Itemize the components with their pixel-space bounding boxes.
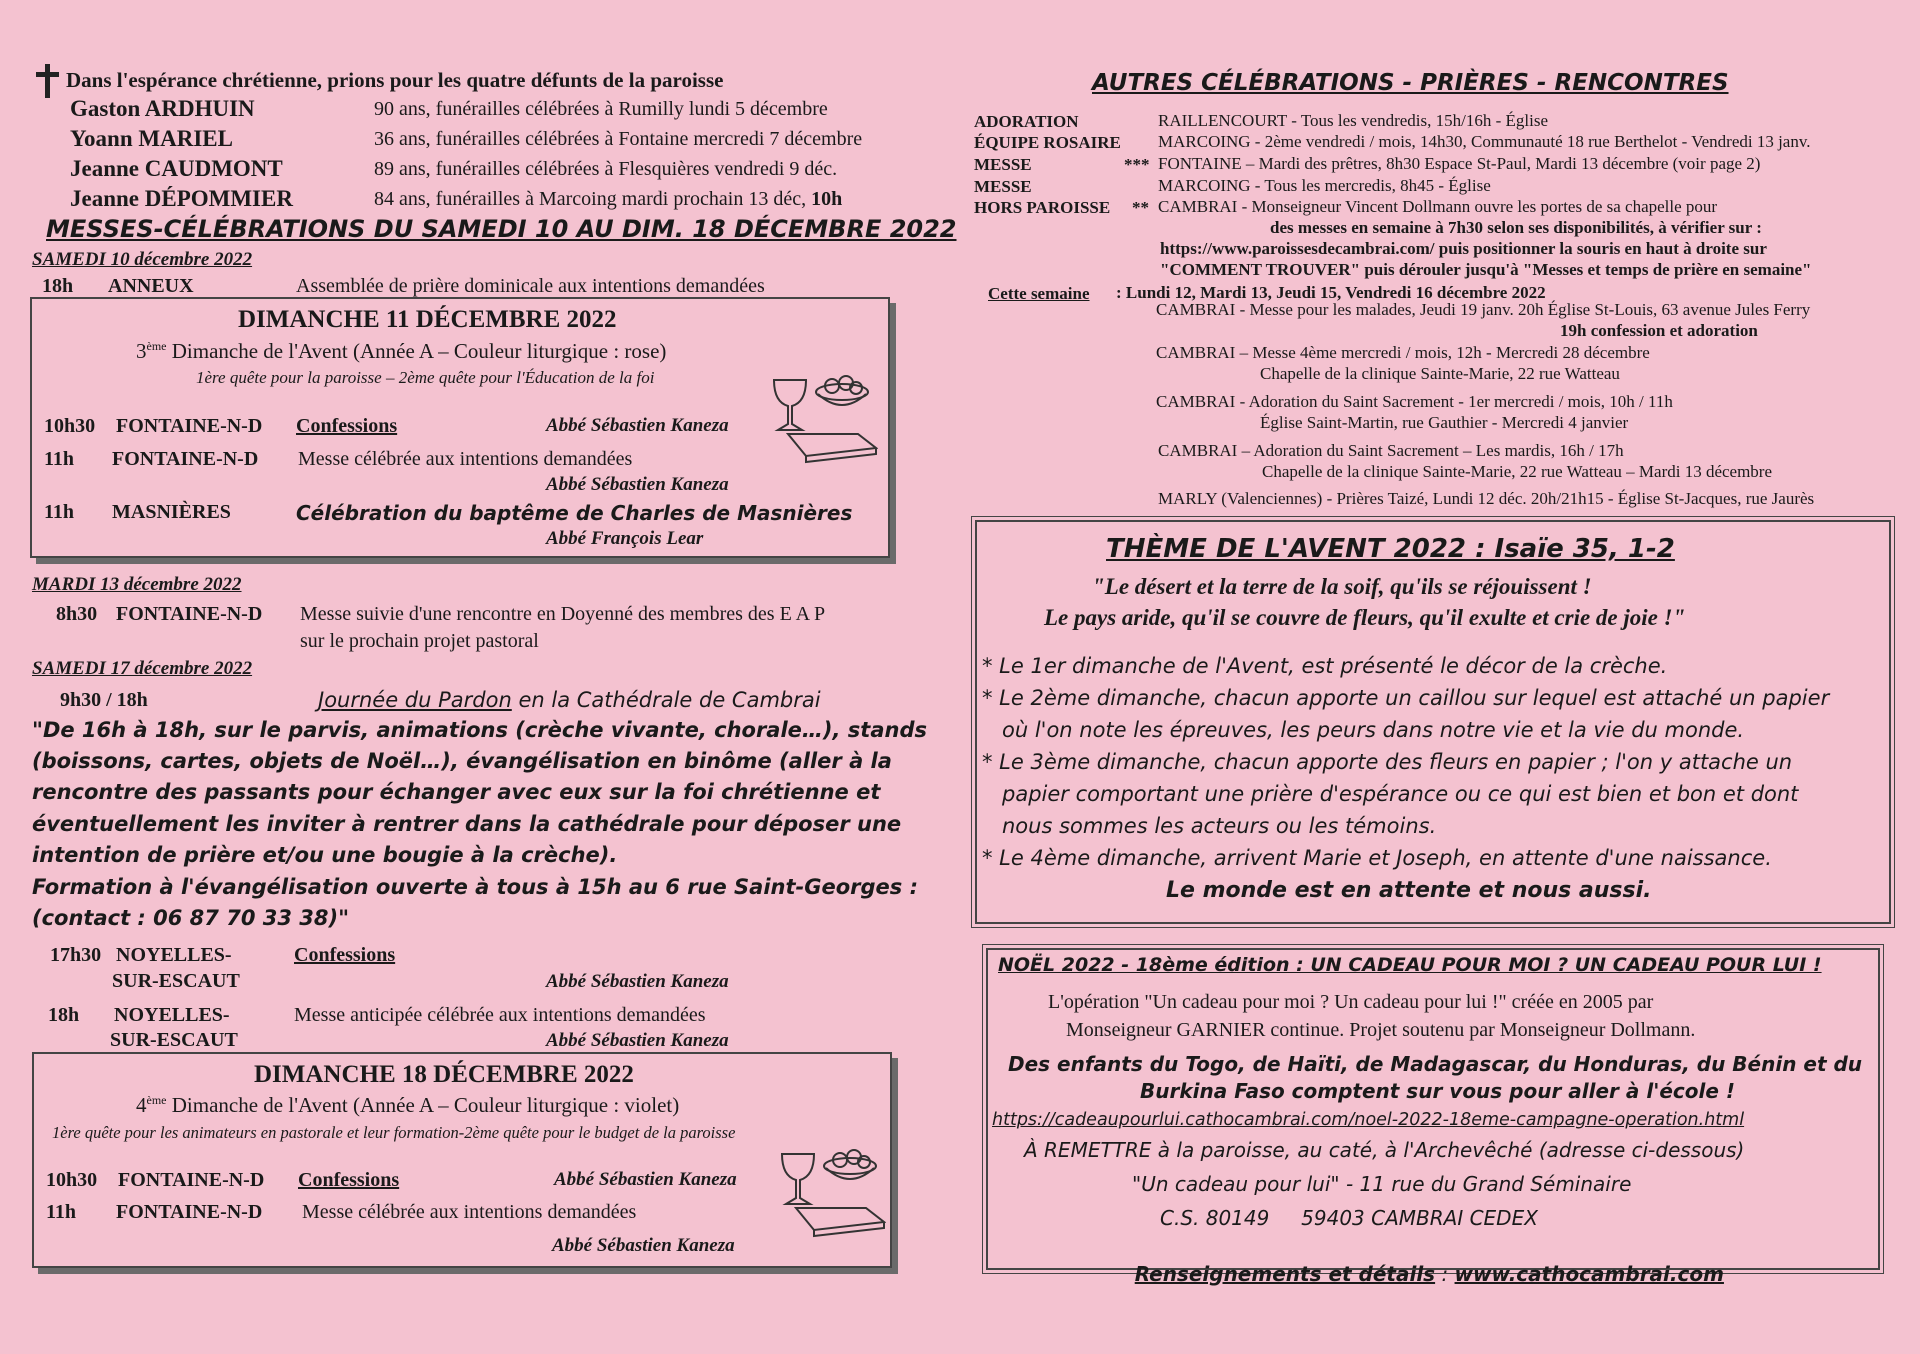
sat17-event-title: Journée du Pardon xyxy=(318,688,512,712)
sun11-row-place: FONTAINE-N-D xyxy=(112,448,259,470)
obituary-intro: Dans l'espérance chrétienne, prions pour les quatre défunts de la paroisse xyxy=(66,68,724,92)
sunday11-ordinal-sup: ème xyxy=(146,339,167,353)
sun18-row-priest: Abbé Sébastien Kaneza xyxy=(554,1169,737,1190)
sat17-line: éventuellement les inviter à rentrer dans la cathédrale pour déposer une xyxy=(32,812,902,836)
deceased-info-text: 84 ans, funérailles à Marcoing mardi prochain 13 déc, xyxy=(374,188,807,210)
hors-line: https://www.paroissesdecambrai.com/ puis positionner la souris en haut à droite sur xyxy=(1160,239,1767,258)
noel-title: NOËL 2022 - 18ème édition : UN CADEAU POUR MOI ? UN CADEAU POUR LUI ! xyxy=(998,954,1822,976)
sat10-place: ANNEUX xyxy=(108,275,194,297)
sat17-row-text: Messe anticipée célébrée aux intentions demandées xyxy=(294,1004,706,1026)
sunday11-subtitle xyxy=(136,339,666,364)
theme-line: où l'on note les épreuves, les peurs dans notre vie et la vie du monde. xyxy=(1002,718,1745,742)
celebration-stars: *** xyxy=(1124,155,1150,174)
sun18-row-priest: Abbé Sébastien Kaneza xyxy=(552,1235,735,1256)
noel-line: C.S. 80149 59403 CAMBRAI CEDEX xyxy=(1160,1206,1538,1230)
sat17-row-place: SUR-ESCAUT xyxy=(110,1029,238,1051)
theme-line: papier comportant une prière d'espérance ou ce qui est bien et bon et dont xyxy=(1002,782,1799,806)
event-line: CAMBRAI - Adoration du Saint Sacrement - 1er mercredi / mois, 10h / 11h xyxy=(1156,392,1673,411)
noel-url-link[interactable]: https://cadeaupourlui.cathocambrai.com/noel-2022-18eme-campagne-operation.html xyxy=(992,1110,1745,1130)
sun11-row-time: 11h xyxy=(44,448,75,470)
sat17-row-time: 17h30 xyxy=(50,944,102,966)
sunday18-ordinal-sup: ème xyxy=(146,1093,167,1107)
sat10-time: 18h xyxy=(42,275,74,297)
sun11-row-priest: Abbé Sébastien Kaneza xyxy=(546,415,729,436)
sun18-row-place: FONTAINE-N-D xyxy=(116,1201,263,1223)
theme-line: nous sommes les acteurs ou les témoins. xyxy=(1002,814,1437,838)
tue13-text1: Messe suivie d'une rencontre en Doyenné des membres des E A P xyxy=(300,603,826,625)
sat17-row-place: SUR-ESCAUT xyxy=(112,970,240,992)
deceased-info: 36 ans, funérailles célébrées à Fontaine mercredi 7 décembre xyxy=(374,128,863,150)
celebration-stars: ** xyxy=(1132,198,1149,217)
sun11-row-place: MASNIÈRES xyxy=(112,501,231,523)
event-line: CAMBRAI – Adoration du Saint Sacrement – Les mardis, 16h / 17h xyxy=(1158,441,1624,460)
event-line: 19h confession et adoration xyxy=(1560,321,1758,340)
sun18-row-place: FONTAINE-N-D xyxy=(118,1169,265,1191)
celebration-text: MARCOING - Tous les mercredis, 8h45 - Église xyxy=(1158,176,1491,195)
sun11-row-time: 11h xyxy=(44,501,75,523)
event-line: Chapelle de la clinique Sainte-Marie, 22 rue Watteau xyxy=(1260,364,1620,383)
cross-icon xyxy=(34,62,62,100)
noel-line: Monseigneur GARNIER continue. Projet soutenu par Monseigneur Dollmann. xyxy=(1066,1019,1696,1041)
week-text: : Lundi 12, Mardi 13, Jeudi 15, Vendredi 16 décembre 2022 xyxy=(1116,283,1546,302)
sunday18-subtitle-text: Dimanche de l'Avent (Année A – Couleur liturgique : violet) xyxy=(171,1093,680,1117)
sunday11-ordinal: 3 xyxy=(136,339,147,363)
celebration-text: FONTAINE – Mardi des prêtres, 8h30 Espace St-Paul, Mardi 13 décembre (voir page 2) xyxy=(1158,154,1761,173)
deceased-info-time: 10h xyxy=(811,188,843,210)
sun11-row-text: Confessions xyxy=(296,415,398,437)
celebration-label: MESSE xyxy=(974,155,1032,174)
right-section-title: AUTRES CÉLÉBRATIONS - PRIÈRES - RENCONTRES xyxy=(1092,70,1729,96)
event-line: MARLY (Valenciennes) - Prières Taizé, Lundi 12 déc. 20h/21h15 - Église St-Jacques, rue Jaurès xyxy=(1158,489,1815,508)
sunday11-title: DIMANCHE 11 DÉCEMBRE 2022 xyxy=(238,306,617,333)
week-label: Cette semaine xyxy=(988,284,1090,303)
event-line: Chapelle de la clinique Sainte-Marie, 22 rue Watteau – Mardi 13 décembre xyxy=(1262,462,1773,481)
noel-info-label: Renseignements et détails xyxy=(1134,1262,1436,1286)
sat17-line: Formation à l'évangélisation ouverte à tous à 15h au 6 rue Saint-Georges : xyxy=(32,875,918,899)
noel-line: Des enfants du Togo, de Haïti, de Madagascar, du Honduras, du Bénin et du xyxy=(1008,1052,1863,1076)
theme-line: * Le 3ème dimanche, chacun apporte des fleurs en papier ; l'on y attache un xyxy=(982,750,1793,774)
deceased-name: Jeanne DÉPOMMIER xyxy=(70,186,293,211)
noel-line: À REMETTRE à la paroisse, au caté, à l'Archevêché (adresse ci-dessous) xyxy=(1024,1138,1745,1162)
chalice-icon xyxy=(768,372,878,464)
sunday18-ordinal: 4 xyxy=(136,1093,147,1117)
noel-line: Burkina Faso comptent sur vous pour aller à l'école ! xyxy=(1140,1079,1735,1103)
sun11-row-priest: Abbé François Lear xyxy=(546,528,704,549)
noel-info-sep: : xyxy=(1435,1262,1455,1286)
sat17-row-text: Confessions xyxy=(294,944,396,966)
sunday18-quete: 1ère quête pour les animateurs en pastorale et leur formation-2ème quête pour le budget de la paroisse xyxy=(52,1123,736,1142)
theme-line: * Le 2ème dimanche, chacun apporte un caillou sur lequel est attaché un papier xyxy=(982,686,1830,710)
chalice-icon xyxy=(776,1146,886,1238)
sunday18-subtitle xyxy=(136,1093,679,1118)
sat17-line: (contact : 06 87 70 33 38)" xyxy=(32,906,350,930)
sat17-line: intention de prière et/ou une bougie à la crèche). xyxy=(32,843,618,867)
hors-line: des messes en semaine à 7h30 selon ses disponibilités, à vérifier sur : xyxy=(1270,218,1762,237)
sunday11-subtitle-text: Dimanche de l'Avent (Année A – Couleur liturgique : rose) xyxy=(171,339,667,363)
celebration-text: RAILLENCOURT - Tous les vendredis, 15h/16h - Église xyxy=(1158,111,1549,130)
sat10-text: Assemblée de prière dominicale aux intentions demandées xyxy=(296,275,765,297)
masses-section-title: MESSES-CÉLÉBRATIONS DU SAMEDI 10 AU DIM. 18 DÉCEMBRE 2022 xyxy=(46,215,957,243)
sunday18-title: DIMANCHE 18 DÉCEMBRE 2022 xyxy=(254,1061,634,1088)
sat17-row-time: 18h xyxy=(48,1004,80,1026)
deceased-info: 89 ans, funérailles célébrées à Flesquières vendredi 9 déc. xyxy=(374,158,838,180)
celebration-text: MARCOING - 2ème vendredi / mois, 14h30, Communauté 18 rue Berthelot - Vendredi 13 janv. xyxy=(1158,132,1811,151)
sat17-date: SAMEDI 17 décembre 2022 xyxy=(32,658,253,679)
hors-line: "COMMENT TROUVER" puis dérouler jusqu'à "Messes et temps de prière en semaine" xyxy=(1160,260,1812,279)
sat17-line: rencontre des passants pour échanger avec eux sur la foi chrétienne et xyxy=(32,780,881,804)
sat17-line: "De 16h à 18h, sur le parvis, animations (crèche vivante, chorale…), stands xyxy=(32,718,927,742)
sat17-row-place: NOYELLES- xyxy=(114,1004,230,1026)
theme-title: THÈME DE L'AVENT 2022 : Isaïe 35, 1-2 xyxy=(1106,534,1675,564)
sun18-row-time: 10h30 xyxy=(46,1169,98,1191)
theme-line: * Le 4ème dimanche, arrivent Marie et Joseph, en attente d'une naissance. xyxy=(982,846,1772,870)
deceased-name: Jeanne CAUDMONT xyxy=(70,156,283,181)
noel-line: "Un cadeau pour lui" - 11 rue du Grand Séminaire xyxy=(1132,1172,1632,1196)
theme-line: * Le 1er dimanche de l'Avent, est présenté le décor de la crèche. xyxy=(982,654,1668,678)
sat17-row-priest: Abbé Sébastien Kaneza xyxy=(546,1030,729,1051)
deceased-info xyxy=(374,188,842,211)
tue13-text2: sur le prochain projet pastoral xyxy=(300,630,539,652)
sat17-line: (boissons, cartes, objets de Noël…), évangélisation en binôme (aller à la xyxy=(32,749,892,773)
sat17-event-place: en la Cathédrale de Cambrai xyxy=(518,688,821,712)
deceased-name: Yoann MARIEL xyxy=(70,126,233,151)
deceased-info: 90 ans, funérailles célébrées à Rumilly lundi 5 décembre xyxy=(374,98,828,120)
theme-quote: "Le désert et la terre de la soif, qu'ils se réjouissent ! xyxy=(1092,574,1592,599)
celebration-label: HORS PAROISSE xyxy=(974,198,1111,217)
deceased-name: Gaston ARDHUIN xyxy=(70,96,255,121)
sat10-date: SAMEDI 10 décembre 2022 xyxy=(32,249,253,270)
sat17-time: 9h30 / 18h xyxy=(60,689,148,711)
sun11-row-place: FONTAINE-N-D xyxy=(116,415,263,437)
sat17-row-place: NOYELLES- xyxy=(116,944,232,966)
sun18-row-text: Confessions xyxy=(298,1169,400,1191)
noel-website-link[interactable]: www.cathocambrai.com xyxy=(1454,1262,1724,1286)
sun11-row-time: 10h30 xyxy=(44,415,96,437)
sat17-event xyxy=(318,688,821,712)
sunday11-quete: 1ère quête pour la paroisse – 2ème quête pour l'Éducation de la foi xyxy=(196,368,655,387)
celebration-text: CAMBRAI - Monseigneur Vincent Dollmann ouvre les portes de sa chapelle pour xyxy=(1158,197,1718,216)
tue13-time: 8h30 xyxy=(56,603,98,625)
event-line: Église Saint-Martin, rue Gauthier - Mercredi 4 janvier xyxy=(1260,413,1629,432)
celebration-label: ADORATION xyxy=(974,112,1079,131)
sun11-row-text: Messe célébrée aux intentions demandées xyxy=(298,448,633,470)
sun18-row-text: Messe célébrée aux intentions demandées xyxy=(302,1201,637,1223)
tue13-place: FONTAINE-N-D xyxy=(116,603,263,625)
sun11-row-text: Célébration du baptême de Charles de Masnières xyxy=(296,501,853,525)
noel-info-line xyxy=(1122,1238,1724,1286)
tue13-date: MARDI 13 décembre 2022 xyxy=(32,574,242,595)
event-line: CAMBRAI - Messe pour les malades, Jeudi 19 janv. 20h Église St-Louis, 63 avenue Jules Ferry xyxy=(1156,300,1811,319)
noel-line: L'opération "Un cadeau pour moi ? Un cadeau pour lui !" créée en 2005 par xyxy=(1048,991,1654,1013)
theme-closing: Le monde est en attente et nous aussi. xyxy=(1166,878,1652,903)
theme-quote: Le pays aride, qu'il se couvre de fleurs, qu'il exulte et crie de joie !" xyxy=(1044,605,1686,630)
sat17-row-priest: Abbé Sébastien Kaneza xyxy=(546,971,729,992)
celebration-label: MESSE xyxy=(974,177,1032,196)
sun11-row-priest: Abbé Sébastien Kaneza xyxy=(546,474,729,495)
celebration-label: ÉQUIPE ROSAIRE xyxy=(974,133,1121,152)
sun18-row-time: 11h xyxy=(46,1201,77,1223)
event-line: CAMBRAI – Messe 4ème mercredi / mois, 12h - Mercredi 28 décembre xyxy=(1156,343,1650,362)
